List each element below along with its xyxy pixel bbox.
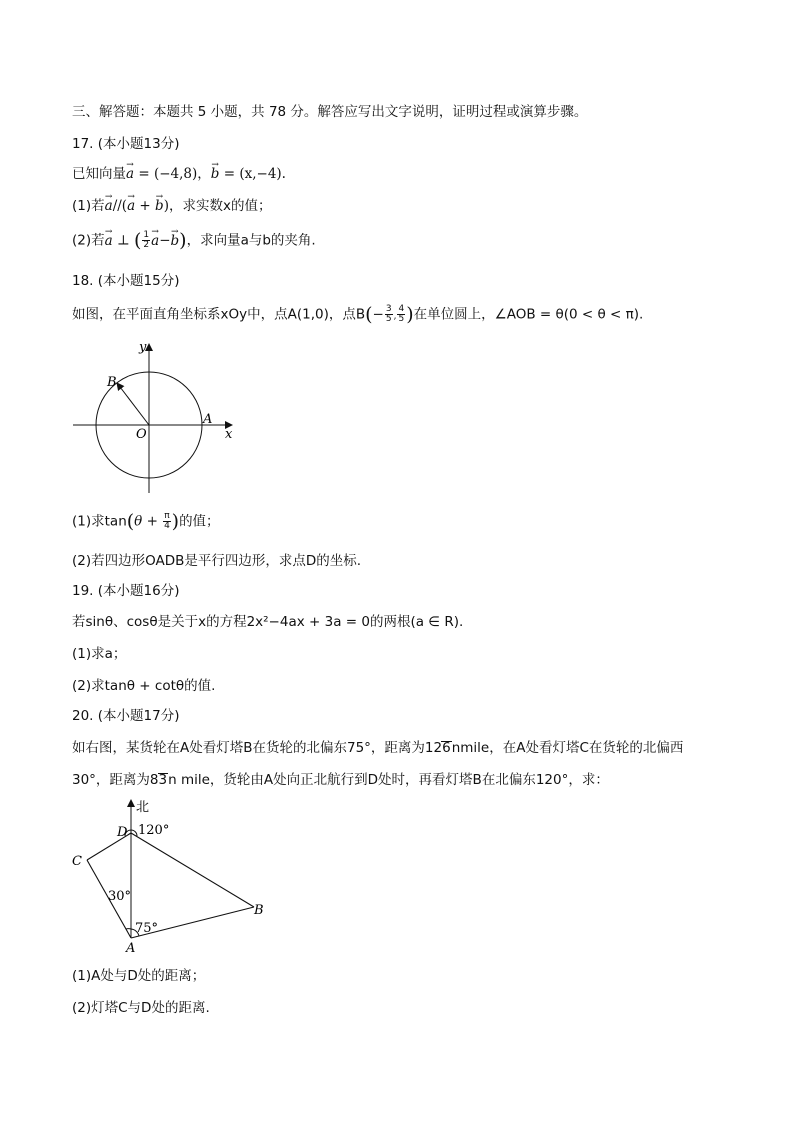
q20-stem-line2: 30°，距离为83n mile，货轮由A处向正北航行到D处时，再看灯塔B在北偏东120°，求： bbox=[72, 772, 609, 788]
label-angle-120: 120° bbox=[138, 823, 170, 838]
label-angle-75: 75° bbox=[135, 921, 159, 936]
q19-part2: (2)求tanθ + cotθ的值. bbox=[72, 678, 216, 694]
fraction-one-half: $\frac{1}{2}$ bbox=[143, 230, 150, 250]
label-north: 北 bbox=[136, 800, 150, 815]
label-angle-30: 30° bbox=[108, 889, 132, 904]
label-x: x bbox=[225, 427, 233, 442]
q17-part2: (2)若→ a ⊥ ( $\frac{1}{2}$ → a−→ b)，求向量a与b的夹角. bbox=[72, 231, 316, 250]
q17-header: 17. (本小题13分) bbox=[72, 136, 180, 152]
q20-part1: (1)A处与D处的距离； bbox=[72, 968, 206, 984]
q18-part2: (2)若四边形OADB是平行四边形，求点D的坐标. bbox=[72, 553, 362, 569]
label-c: C bbox=[72, 854, 82, 869]
label-b: B bbox=[254, 903, 264, 918]
segment-db bbox=[131, 833, 254, 907]
q20-part2: (2)灯塔C与D处的距离. bbox=[72, 1000, 210, 1016]
q18-stem: 如图，在平面直角坐标系xOy中，点A(1,0)，点B(− $\frac{3}{5}$ , $\frac{4}{5}$ )在单位圆上，∠AOB = θ(0 < θ < π). bbox=[72, 303, 644, 326]
label-y: y bbox=[139, 340, 147, 355]
vector-b: → b bbox=[211, 165, 220, 183]
q17-part1: (1)若→ a//(→ a + → b)，求实数x的值； bbox=[72, 197, 271, 215]
q19-stem: 若sinθ、cosθ是关于x的方程2x²−4ax + 3a = 0的两根(a ∈ R). bbox=[72, 614, 464, 630]
q20-header: 20. (本小题17分) bbox=[72, 708, 180, 724]
label-a: A bbox=[203, 412, 213, 427]
section-heading: 三、解答题：本题共 5 小题，共 78 分。解答应写出文字说明，证明过程或演算步骤。 bbox=[72, 104, 588, 120]
navigation-figure bbox=[68, 796, 278, 958]
label-d: D bbox=[117, 825, 128, 840]
vector-a: → a bbox=[126, 165, 134, 183]
unit-circle-figure bbox=[70, 338, 240, 498]
q17-stem: 已知向量→ a = (−4,8)，→ b = (x,−4). bbox=[72, 165, 286, 183]
q18-part1: (1)求tan(θ + $\frac{\pi}{4}$ )的值； bbox=[72, 510, 220, 533]
segment-ob bbox=[117, 383, 149, 425]
q18-header: 18. (本小题15分) bbox=[72, 273, 180, 289]
q19-part1: (1)求a； bbox=[72, 646, 127, 662]
label-b: B bbox=[107, 375, 117, 390]
label-o: O bbox=[136, 427, 147, 442]
label-a: A bbox=[126, 941, 136, 956]
q20-stem-line1: 如右图，某货轮在A处看灯塔B在货轮的北偏东75°，距离为126nmile，在A处看灯塔C在货轮的北偏西 bbox=[72, 740, 684, 756]
q19-header: 19. (本小题16分) bbox=[72, 583, 180, 599]
